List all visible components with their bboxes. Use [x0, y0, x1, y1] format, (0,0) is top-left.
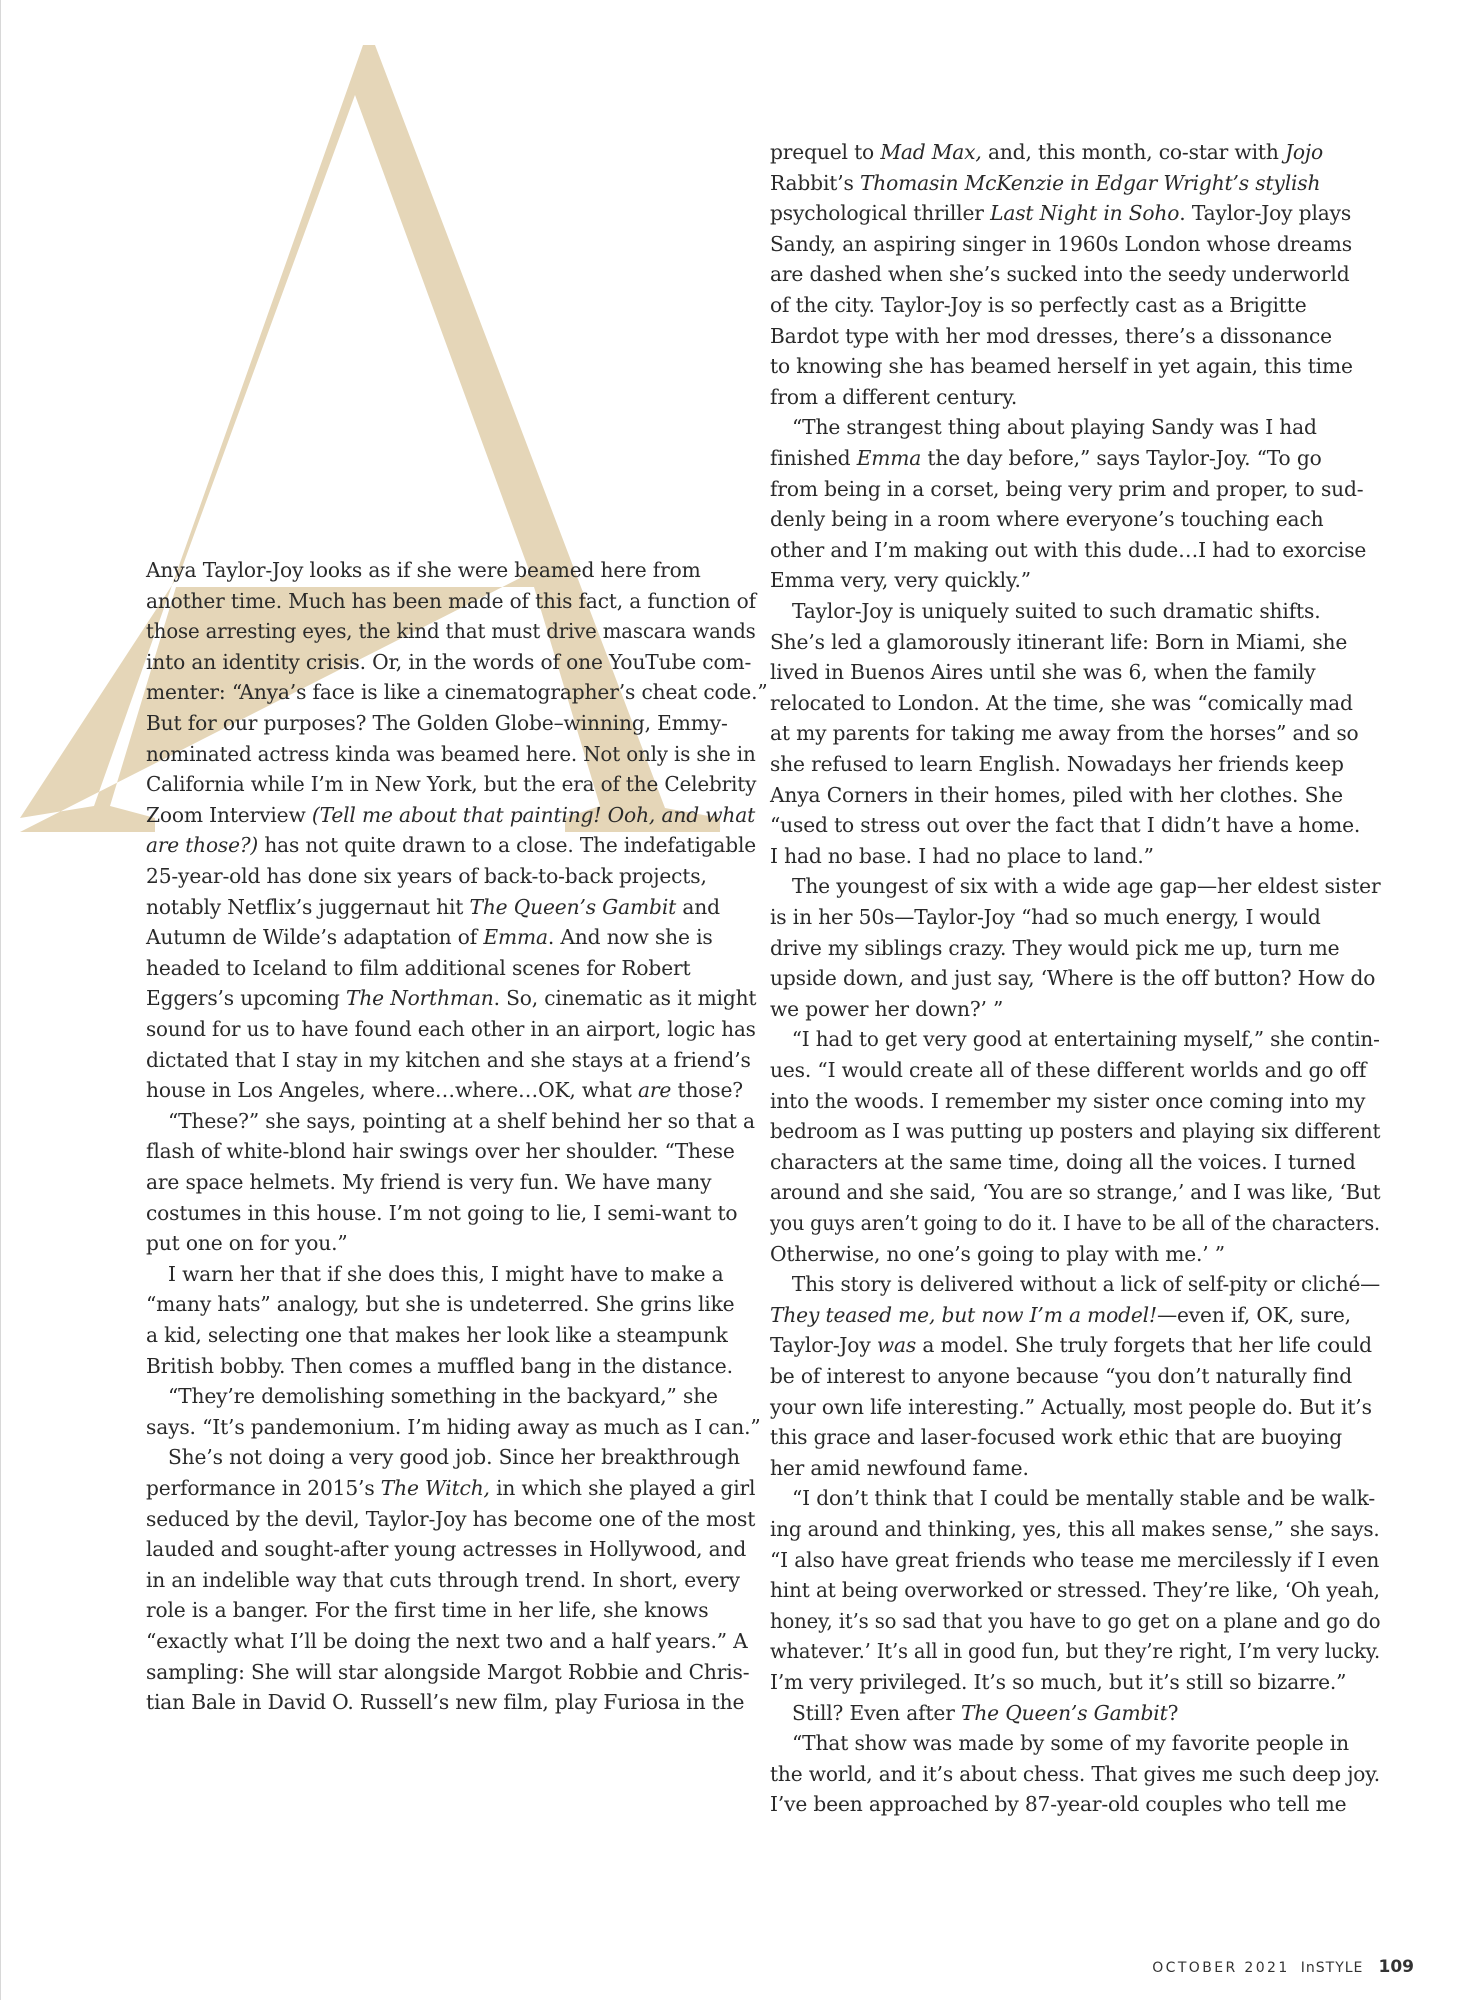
text-line: sound for us to have found each other in an airport, logic has	[146, 1017, 756, 1041]
text-line: She’s not doing a very good job. Since her breakthrough	[168, 1445, 740, 1470]
issue-date: OCTOBER 2021	[1152, 1960, 1290, 1976]
text-line: menter: “Anya’s face is like a cinematographer’s cheat code.”	[146, 680, 768, 705]
text-line: upside down, and just say, ‘Where is the off button? How do	[770, 966, 1376, 991]
text-line: in an indelible way that cuts through trend. In short, every	[146, 1567, 740, 1592]
text-line: “I also have great friends who tease me mercilessly if I even	[770, 1547, 1380, 1572]
text-line: whatever.’ It’s all in good fun, but they’re right, I’m very lucky.	[770, 1639, 1381, 1664]
text-line: “I had to get very good at entertaining myself,” she contin-	[791, 1027, 1380, 1052]
text-line: But for our purposes? The Golden Globe–winning, Emmy-	[146, 711, 728, 735]
text-line: honey, it’s so sad that you have to go get on a plane and go do	[770, 1608, 1381, 1633]
text-line: Anya Taylor-Joy looks as if she were beamed here from	[146, 558, 701, 582]
text-line: to knowing she has beamed herself in yet again, this time	[770, 354, 1353, 379]
text-line: put one on for you.”	[146, 1231, 348, 1256]
text-line: finished Emma the day before,” says Taylor-Joy. “To go	[770, 446, 1322, 470]
text-line: prequel to Mad Max, and, this month, co-star with Jojo	[770, 140, 1324, 164]
text-line: I’m very privileged. It’s so much, but it’s still so bizarre.”	[770, 1670, 1347, 1694]
text-line: Anya Corners in their homes, piled with her clothes. She	[770, 782, 1343, 807]
text-line: you guys aren’t going to do it. I have to be all of the characters.	[770, 1211, 1380, 1235]
text-line: British bobby. Then comes a muffled bang in the distance.	[146, 1353, 733, 1378]
text-line: are those?) has not quite drawn to a close. The indefatigable	[146, 833, 756, 858]
text-line: I had no base. I had no place to land.”	[770, 843, 1154, 868]
text-line: Sandy, an aspiring singer in 1960s London whose dreams	[770, 231, 1352, 256]
text-line: performance in 2015’s The Witch, in which she played a girl	[146, 1476, 756, 1500]
text-line: from being in a corset, being very prim and proper, to sud-	[770, 476, 1364, 501]
text-line: this grace and laser-focused work ethic that are buoying	[770, 1425, 1343, 1450]
text-line: psychological thriller Last Night in Soho. Taylor-Joy plays	[770, 201, 1352, 226]
text-line: “many hats” analogy, but she is undeterred. She grins like	[146, 1292, 735, 1317]
text-line: Autumn de Wilde’s adaptation of Emma. And now she is	[146, 925, 713, 950]
text-line: bedroom as I was putting up posters and playing six different	[770, 1119, 1381, 1144]
text-line: “That show was made by some of my favorite people in	[792, 1731, 1349, 1756]
text-line: relocated to London. At the time, she was “comically mad	[770, 690, 1353, 715]
text-line: “used to stress out over the fact that I didn’t have a home.	[770, 813, 1361, 838]
text-line: “I don’t think that I could be mentally stable and be walk-	[792, 1486, 1376, 1511]
text-line: flash of white-blond hair swings over her shoulder. “These	[146, 1139, 735, 1164]
magazine-brand: InSTYLE	[1300, 1960, 1364, 1976]
text-line: Otherwise, no one’s going to play with me.’ ”	[770, 1241, 1225, 1266]
text-line: around and she said, ‘You are so strange,’ and I was like, ‘But	[770, 1180, 1381, 1205]
text-line: “The strangest thing about playing Sandy was I had	[792, 415, 1317, 440]
text-line: notably Netflix’s juggernaut hit The Queen’s Gambit and	[146, 894, 720, 919]
text-line: ues. “I would create all of these different worlds and go off	[770, 1058, 1367, 1082]
text-line: Eggers’s upcoming The Northman. So, cinematic as it might	[146, 986, 757, 1011]
text-line: Emma very, very quickly.”	[770, 568, 1031, 593]
text-line: Taylor-Joy is uniquely suited to such dramatic shifts.	[792, 599, 1321, 623]
text-line: seduced by the devil, Taylor-Joy has become one of the most	[146, 1506, 756, 1531]
text-line: Bardot type with her mod dresses, there’s a dissonance	[770, 323, 1332, 348]
text-line: hint at being overworked or stressed. They’re like, ‘Oh yeah,	[770, 1578, 1380, 1603]
text-line: 25-year-old has done six years of back-to-back projects,	[146, 864, 707, 888]
text-line: at my parents for taking me away from the horses” and so	[770, 721, 1359, 746]
page-footer	[1152, 1957, 1414, 1977]
text-line: tian Bale in David O. Russell’s new film, play Furiosa in the	[146, 1690, 745, 1715]
text-line: house in Los Angeles, where…where…OK, what are those?	[146, 1078, 743, 1103]
text-line: her amid newfound fame.	[770, 1455, 1029, 1480]
text-line: Rabbit’s Thomasin McKenzie in Edgar Wright’s stylish	[770, 170, 1321, 195]
text-line: Zoom Interview (Tell me about that painting! Ooh, and what	[146, 802, 756, 827]
text-line: Taylor-Joy was a model. She truly forgets that her life could	[770, 1333, 1372, 1358]
text-line: is in her 50s—Taylor-Joy “had so much energy, I would	[770, 905, 1321, 929]
text-line: characters at the same time, doing all the voices. I turned	[770, 1149, 1356, 1174]
text-line: “These?” she says, pointing at a shelf behind her so that a	[168, 1108, 755, 1133]
text-line: the world, and it’s about chess. That gives me such deep joy.	[770, 1761, 1381, 1786]
text-line: of the city. Taylor-Joy is so perfectly cast as a Brigitte	[770, 293, 1307, 317]
text-line: I warn her that if she does this, I might have to make a	[168, 1261, 724, 1286]
text-line: The youngest of six with a wide age gap—her eldest sister	[792, 874, 1381, 899]
text-line: are dashed when she’s sucked into the seedy underworld	[770, 262, 1350, 287]
text-line: another time. Much has been made of this fact, a function of	[146, 588, 756, 613]
text-line: drive my siblings crazy. They would pick me up, turn me	[770, 935, 1340, 960]
text-line: says. “It’s pandemonium. I’m hiding away as much as I can.”	[146, 1414, 761, 1439]
text-line: she refused to learn English. Nowadays her friends keep	[770, 752, 1344, 776]
text-line: into an identity crisis. Or, in the words of one YouTube com-	[146, 649, 752, 674]
text-line: role is a banger. For the first time in her life, she knows	[146, 1598, 709, 1623]
text-line: other and I’m making out with this dude…I had to exorcise	[770, 537, 1367, 562]
text-line: dictated that I stay in my kitchen and she stays at a friend’s	[146, 1047, 751, 1072]
text-line: we power her down?’ ”	[770, 996, 1004, 1021]
text-line: into the woods. I remember my sister once coming into my	[770, 1088, 1366, 1113]
text-line: “exactly what I’ll be doing the next two and a half years.” A	[146, 1629, 748, 1653]
text-line: be of interest to anyone because “you don’t naturally find	[770, 1364, 1352, 1388]
text-line: They teased me, but now I’m a model!—even if, OK, sure,	[770, 1302, 1351, 1327]
text-line: sampling: She will star alongside Margot Robbie and Chris-	[146, 1659, 750, 1684]
text-line: are space helmets. My friend is very fun. We have many	[146, 1170, 712, 1194]
text-line: Still? Even after The Queen’s Gambit?	[792, 1700, 1179, 1725]
text-line: your own life interesting.” Actually, most people do. But it’s	[770, 1394, 1372, 1419]
text-line: This story is delivered without a lick of self-pity or cliché—	[791, 1272, 1381, 1297]
text-line: She’s led a glamorously itinerant life: Born in Miami, she	[770, 629, 1348, 654]
text-line: “They’re demolishing something in the backyard,” she	[168, 1384, 718, 1409]
text-line: ing around and thinking, yes, this all makes sense,” she says.	[770, 1517, 1380, 1541]
text-line: denly being in a room where everyone’s touching each	[770, 507, 1324, 532]
text-line: lived in Buenos Aires until she was 6, when the family	[770, 660, 1316, 685]
text-line: headed to Iceland to film additional scenes for Robert	[146, 955, 691, 980]
text-line: those arresting eyes, the kind that must drive mascara wands	[146, 619, 756, 644]
page-number: 109	[1378, 1957, 1414, 1977]
text-line: nominated actress kinda was beamed here. Not only is she in	[146, 741, 756, 766]
text-line: a kid, selecting one that makes her look like a steampunk	[146, 1323, 728, 1347]
text-line: California while I’m in New York, but the era of the Celebrity	[146, 772, 757, 797]
text-line: I’ve been approached by 87-year-old couples who tell me	[770, 1792, 1347, 1817]
text-line: costumes in this house. I’m not going to lie, I semi-want to	[146, 1200, 738, 1225]
text-line: from a different century.	[770, 384, 1018, 409]
text-line: lauded and sought-after young actresses in Hollywood, and	[146, 1537, 747, 1562]
